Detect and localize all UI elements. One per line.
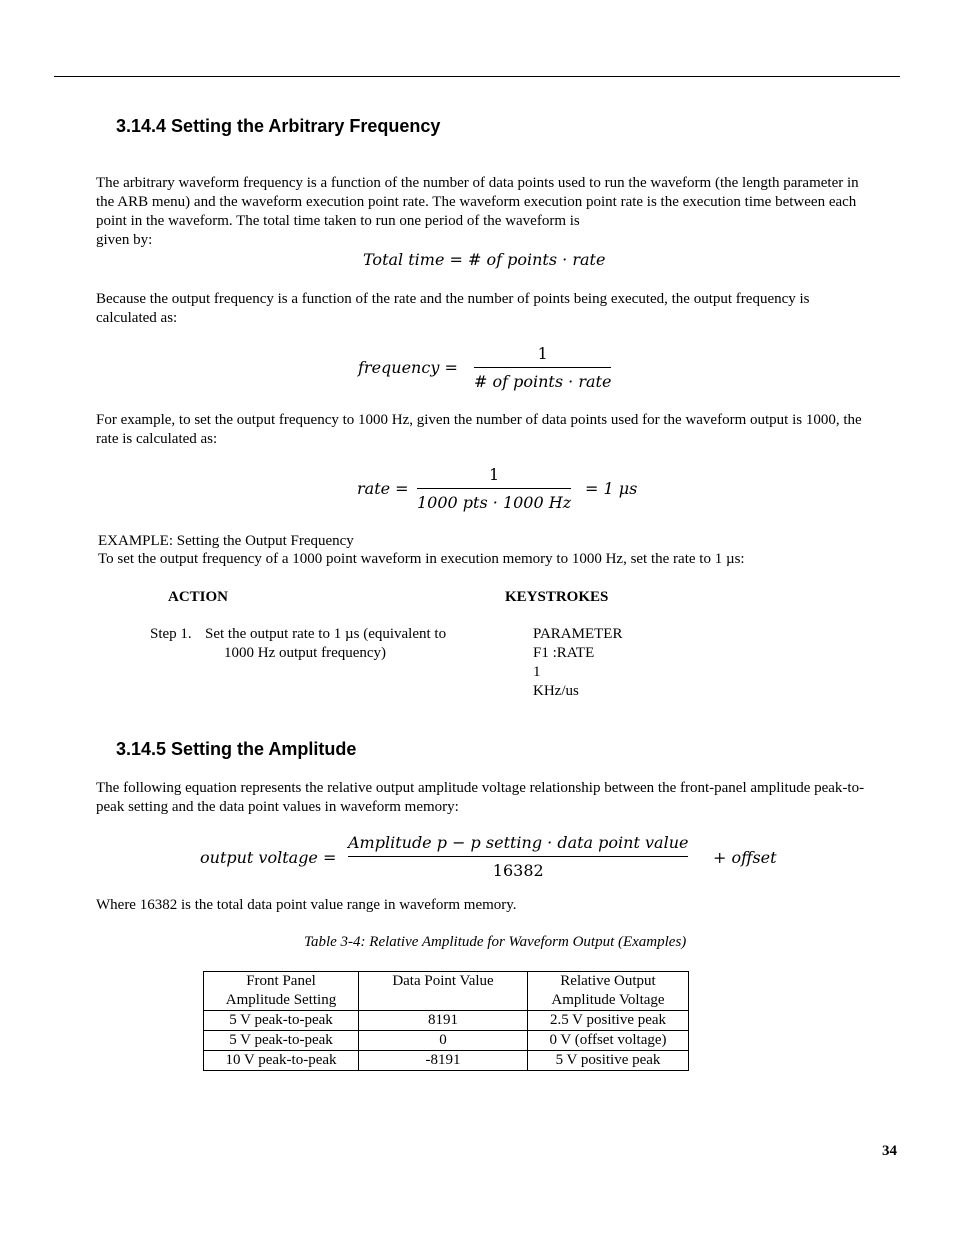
section-heading-amplitude: 3.14.5 Setting the Amplitude [116, 739, 357, 759]
table-caption: Table 3-4: Relative Amplitude for Waveform Output (Examples) [304, 934, 687, 950]
table-row [204, 1051, 689, 1071]
header-line: Amplitude Voltage [551, 992, 665, 1008]
action-header: ACTION [168, 589, 229, 605]
table-header-cell [528, 972, 689, 1011]
equation-rate-rhs: = 1 μs [585, 479, 638, 498]
table-cell: 8191 [359, 1011, 528, 1031]
equation-frequency-lhs: frequency = [358, 358, 458, 377]
equation-total-time: Total time = # of points · rate [363, 250, 606, 269]
text-line: the ARB menu) and the waveform execution point rate. The waveform execution point rate is the execution time between each [96, 194, 857, 210]
text-line: For example, to set the output frequency to 1000 Hz, given the number of data points used for the waveform output is 1000, the [96, 412, 862, 428]
fraction-numerator: 1 [488, 465, 500, 484]
table-cell: -8191 [359, 1051, 528, 1071]
header-line: Relative Output [560, 973, 656, 989]
text-line: The arbitrary waveform frequency is a function of the number of data points used to run the waveform (the length parameter in [96, 175, 859, 191]
text-line: rate is calculated as: [96, 431, 218, 447]
text-line: Because the output frequency is a function of the rate and the number of points being executed, the output frequency is [96, 291, 810, 307]
equation-output-voltage-fraction [348, 833, 688, 880]
header-line: Amplitude Setting [225, 992, 337, 1008]
header-rule [54, 76, 900, 77]
amplitude-intro-paragraph [96, 779, 864, 817]
keystroke-item: PARAMETER [533, 626, 623, 642]
fraction-numerator: 1 [537, 344, 548, 363]
text-line: calculated as: [96, 310, 178, 326]
table-cell: 5 V positive peak [528, 1051, 689, 1071]
step-text [205, 625, 446, 663]
keystroke-item: F1 :RATE [533, 645, 595, 661]
table-cell: 0 V (offset voltage) [528, 1031, 689, 1051]
table-cell: 5 V peak-to-peak [204, 1031, 359, 1051]
keystroke-item: KHz/us [533, 683, 579, 699]
text-line: The following equation represents the relative output amplitude voltage relationship between the front-panel amplitude peak-to- [96, 780, 865, 796]
text-line: given by: [96, 232, 153, 248]
because-paragraph [96, 290, 810, 328]
table-cell: 0 [359, 1031, 528, 1051]
text-line: peak setting and the data point values in waveform memory: [96, 799, 459, 815]
header-line: Front Panel [246, 973, 316, 989]
fraction-denominator: # of points · rate [474, 372, 612, 391]
step-label: Step 1. [150, 626, 192, 642]
header-line: Data Point Value [392, 973, 494, 989]
table-cell: 5 V peak-to-peak [204, 1011, 359, 1031]
equation-output-voltage-rhs: + offset [713, 848, 777, 867]
text-line: Set the output rate to 1 µs (equivalent to [205, 626, 447, 642]
fraction-numerator: Amplitude p − p setting · data point value [348, 833, 689, 852]
example-description: To set the output frequency of a 1000 point waveform in execution memory to 1000 Hz, set the rate to 1 µs: [98, 551, 745, 567]
intro-paragraph [96, 174, 859, 250]
equation-frequency-fraction [474, 344, 611, 391]
example-title: EXAMPLE: Setting the Output Frequency [98, 533, 354, 549]
table-header-row [204, 972, 689, 1011]
page-number: 34 [882, 1143, 897, 1159]
table-row [204, 1031, 689, 1051]
equation-rate-fraction [417, 465, 571, 512]
keystrokes-header: KEYSTROKES [505, 589, 609, 605]
where-text: Where 16382 is the total data point value range in waveform memory. [96, 897, 517, 913]
keystroke-list [533, 625, 622, 701]
table-row [204, 1011, 689, 1031]
table-header-cell [359, 972, 528, 1011]
relative-amplitude-table [203, 971, 689, 1071]
section-heading-arbitrary-frequency: 3.14.4 Setting the Arbitrary Frequency [116, 116, 441, 136]
text-line: point in the waveform. The total time taken to run one period of the waveform is [96, 213, 580, 229]
table-cell: 2.5 V positive peak [528, 1011, 689, 1031]
fraction-denominator: 16382 [492, 861, 544, 880]
table-header-cell [204, 972, 359, 1011]
fraction-denominator: 1000 pts · 1000 Hz [417, 493, 572, 512]
equation-rate-lhs: rate = [357, 479, 409, 498]
text-line: 1000 Hz output frequency) [224, 645, 387, 661]
equation-output-voltage-lhs: output voltage = [200, 848, 337, 867]
keystroke-item: 1 [533, 664, 541, 680]
table-cell: 10 V peak-to-peak [204, 1051, 359, 1071]
example-paragraph [96, 411, 862, 449]
